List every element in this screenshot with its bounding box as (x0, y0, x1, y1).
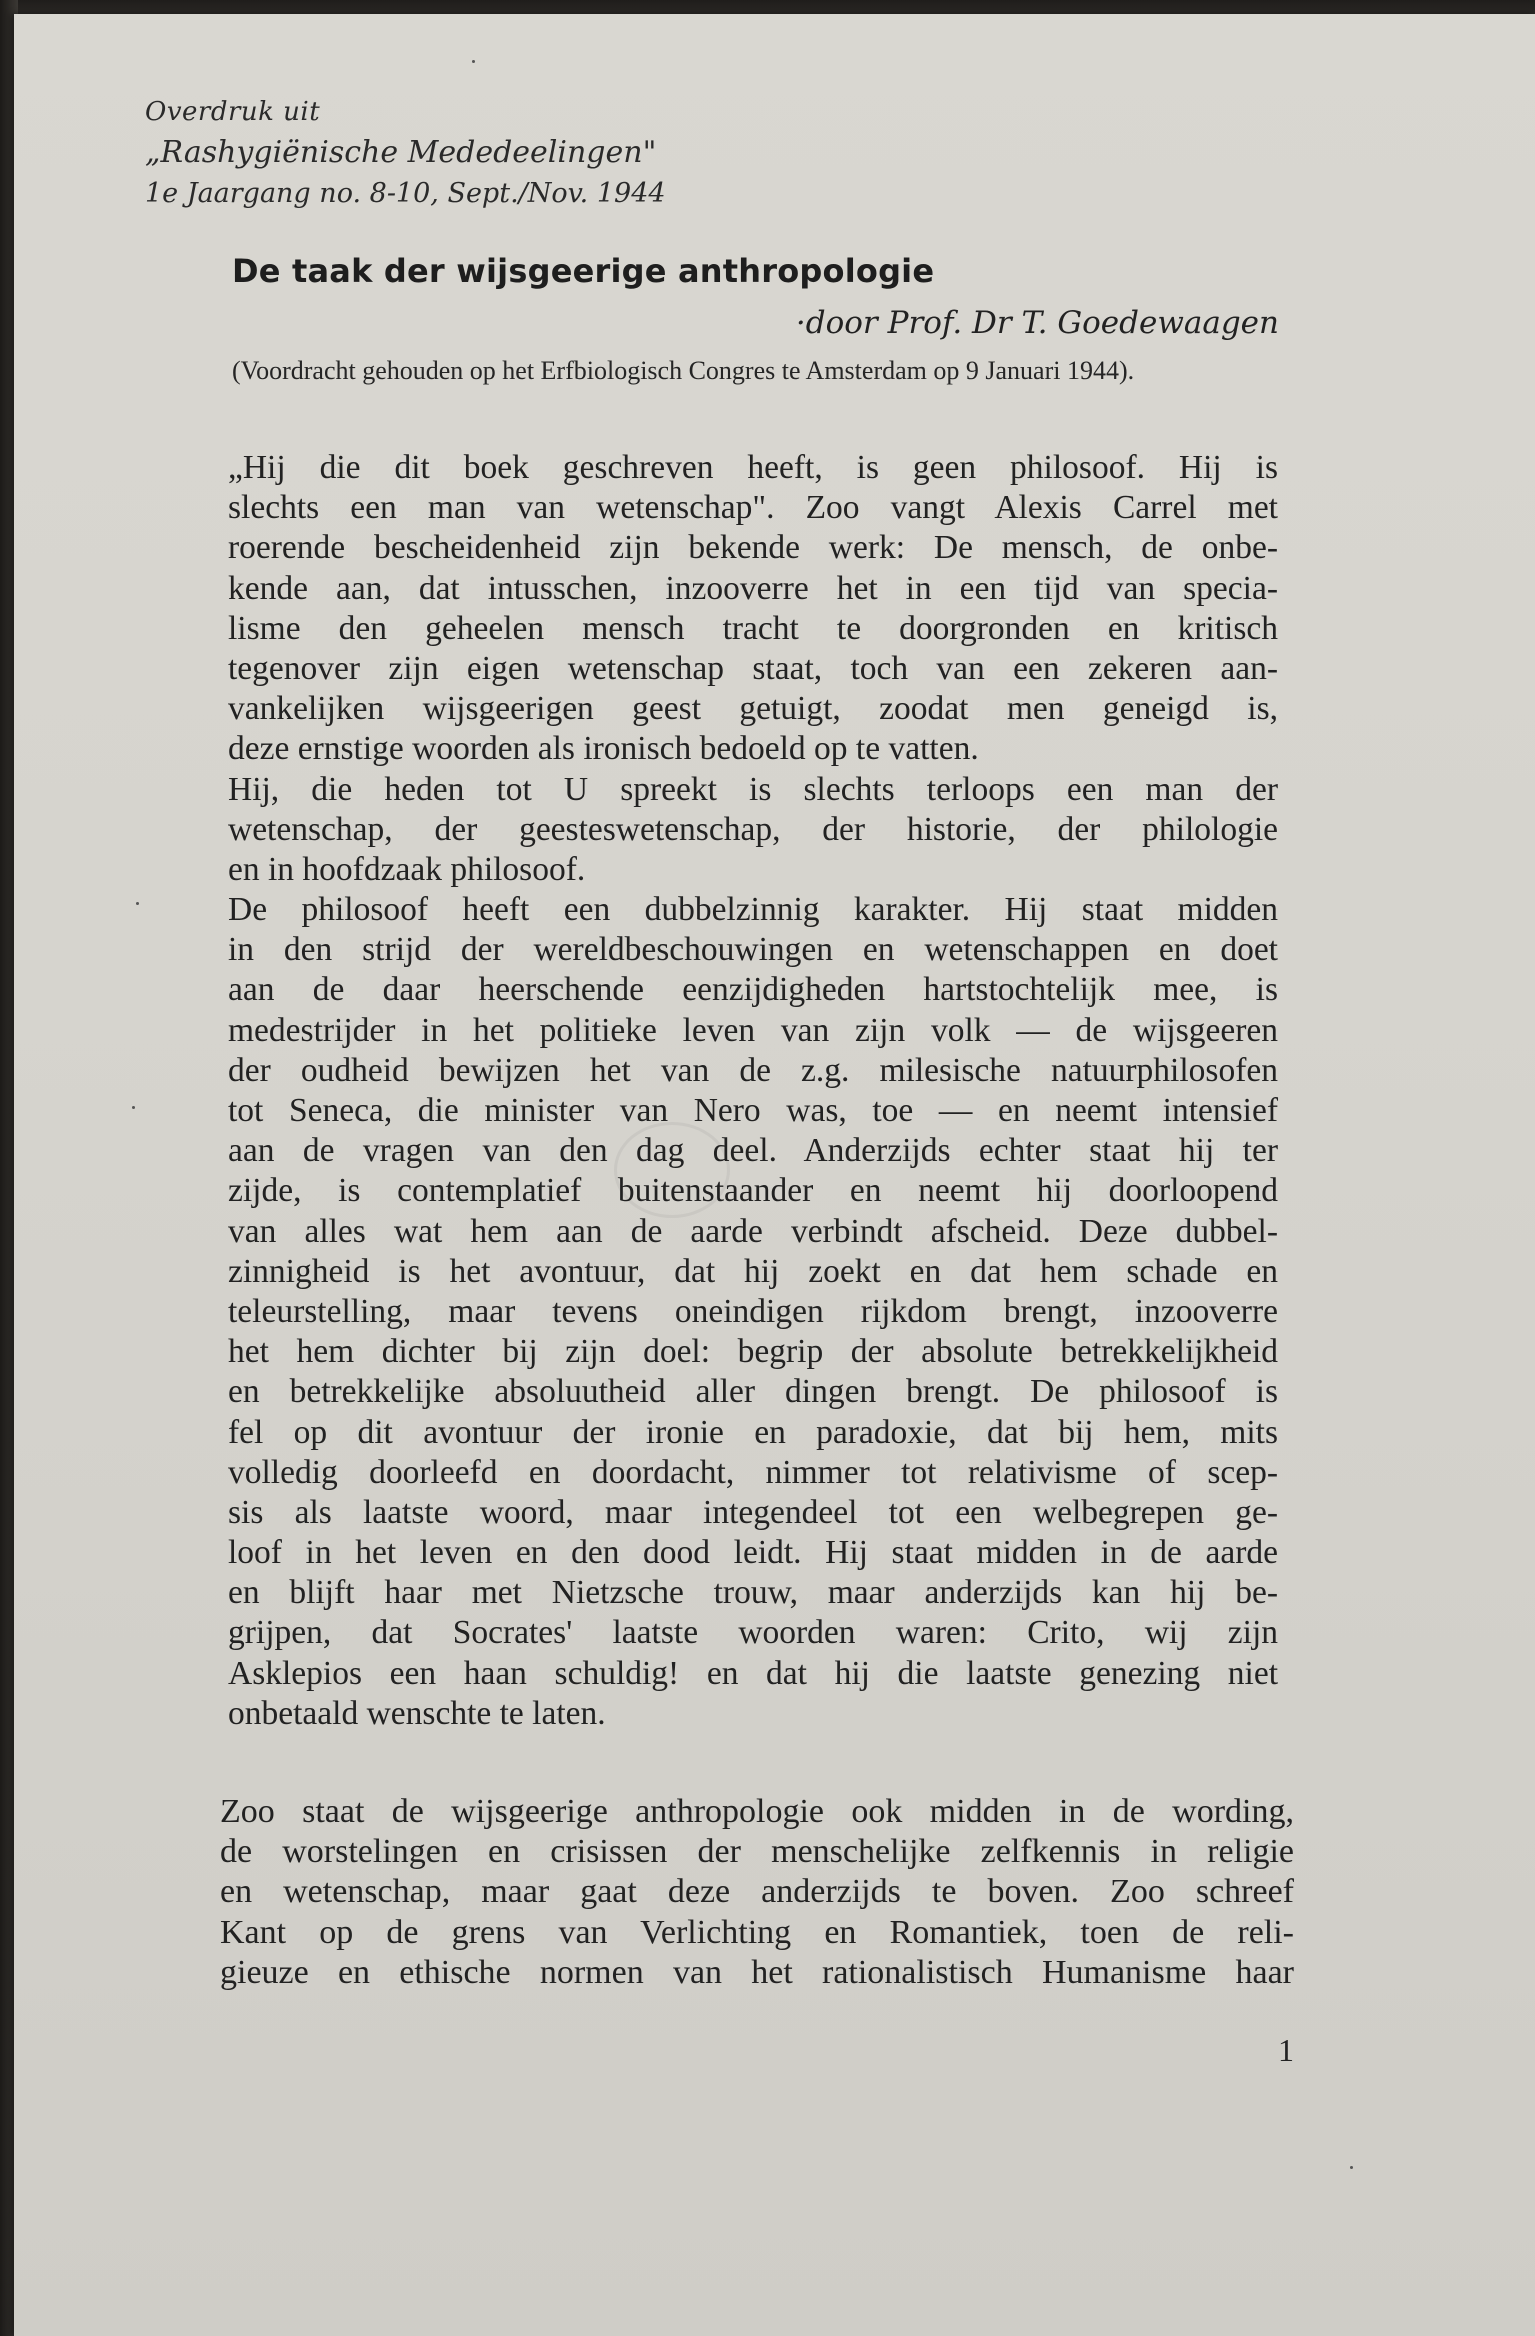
article-body (228, 448, 1278, 1734)
text-line: en in hoofdzaak philosoof. (228, 850, 586, 888)
text-line: zijde, is contemplatief buitenstaander en neemt hij doorloopend (228, 1172, 1278, 1210)
paper-speck (472, 60, 475, 63)
text-line: roerende bescheidenheid zijn bekende werk: De mensch, de onbe- (228, 529, 1278, 567)
paper-speck (1350, 2166, 1353, 2169)
text-line: onbetaald wenschte te laten. (228, 1694, 606, 1732)
paragraph-3 (228, 890, 1278, 1734)
reprint-notice (145, 92, 666, 214)
text-line: en blijft haar met Nietzsche trouw, maar anderzijds kan hij be- (228, 1574, 1278, 1612)
text-line: in den strijd der wereldbeschouwingen en wetenschappen en doet (228, 931, 1278, 969)
text-line: „Hij die dit boek geschreven heeft, is geen philosoof. Hij is (228, 449, 1278, 486)
lecture-note: (Voordracht gehouden op het Erfbiologisch Congres te Amsterdam op 9 Januari 1944). (232, 356, 1135, 385)
text-line: slechts een man van wetenschap". Zoo vangt Alexis Carrel met (228, 489, 1278, 527)
text-line: tegenover zijn eigen wetenschap staat, toch van een zekeren aan- (228, 649, 1278, 687)
text-line: de worstelingen en crisissen der menschelijke zelfkennis in religie (220, 1833, 1294, 1871)
text-line: het hem dichter bij zijn doel: begrip der absolute betrekkelijkheid (228, 1333, 1278, 1371)
text-line: deze ernstige woorden als ironisch bedoeld op te vatten. (228, 730, 979, 768)
paragraph-2 (228, 770, 1278, 891)
text-line: volledig doorleefd en doordacht, nimmer tot relativisme of scep- (228, 1453, 1278, 1491)
text-line: der oudheid bewijzen het van de z.g. milesische natuurphilosofen (228, 1051, 1278, 1089)
text-line: sis als laatste woord, maar integendeel tot een welbegrepen ge- (228, 1493, 1278, 1531)
text-line: fel op dit avontuur der ironie en paradoxie, dat bij hem, mits (228, 1413, 1278, 1451)
text-line: en wetenschap, maar gaat deze anderzijds te boven. Zoo schreef (220, 1873, 1294, 1911)
text-line: vankelijken wijsgeerigen geest getuigt, zoodat men geneigd is, (228, 690, 1278, 728)
text-line: Hij, die heden tot U spreekt is slechts terloops een man der (228, 770, 1278, 808)
text-line: en betrekkelijke absoluutheid aller dingen brengt. De philosoof is (228, 1373, 1278, 1411)
text-line: zinnigheid is het avontuur, dat hij zoekt en dat hem schade en (228, 1252, 1278, 1290)
text-line: aan de vragen van den dag deel. Anderzijds echter staat hij ter (228, 1132, 1278, 1170)
reprint-journal-name: „Rashygiënische Mededeelingen" (145, 135, 657, 170)
paper-speck (136, 902, 139, 905)
article-author: ·door Prof. Dr T. Goedewaagen (795, 305, 1279, 341)
text-line: lisme den geheelen mensch tracht te doorgronden en kritisch (228, 609, 1278, 647)
text-line: Kant op de grens van Verlichting en Romantiek, toen de reli- (220, 1913, 1294, 1951)
text-line: loof in het leven en den dood leidt. Hij staat midden in de aarde (228, 1534, 1278, 1572)
text-line: aan de daar heerschende eenzijdigheden hartstochtelijk mee, is (228, 971, 1278, 1009)
text-line: tot Seneca, die minister van Nero was, toe — en neemt intensief (228, 1092, 1278, 1129)
paragraph-4 (220, 1792, 1294, 1993)
paper-speck (132, 1106, 135, 1109)
page-number: 1 (1278, 2032, 1294, 2068)
text-line: medestrijder in het politieke leven van zijn volk — de wijsgeeren (228, 1011, 1278, 1049)
text-line: teleurstelling, maar tevens oneindigen rijkdom brengt, inzooverre (228, 1292, 1278, 1330)
text-line: Asklepios een haan schuldig! en dat hij die laatste genezing niet (228, 1654, 1278, 1692)
text-line: Zoo staat de wijsgeerige anthropologie ook midden in de wording, (220, 1793, 1294, 1830)
article-title: De taak der wijsgeerige anthropologie (232, 252, 935, 290)
text-line: wetenschap, der geesteswetenschap, der historie, der philologie (228, 810, 1278, 848)
text-line: De philosoof heeft een dubbelzinnig karakter. Hij staat midden (228, 891, 1278, 929)
reprint-line-1: Overdruk uit (145, 97, 321, 127)
text-line: van alles wat hem aan de aarde verbindt afscheid. Deze dubbel- (228, 1212, 1278, 1250)
article-body-continued (220, 1792, 1294, 1993)
reprint-issue-info: 1e Jaargang no. 8-10, Sept./Nov. 1944 (145, 178, 666, 209)
text-line: gieuze en ethische normen van het rationalistisch Humanisme haar (220, 1953, 1294, 1991)
text-line: kende aan, dat intusschen, inzooverre het in een tijd van specia- (228, 569, 1278, 607)
text-line: grijpen, dat Socrates' laatste woorden waren: Crito, wij zijn (228, 1614, 1278, 1652)
paragraph-1 (228, 448, 1278, 770)
